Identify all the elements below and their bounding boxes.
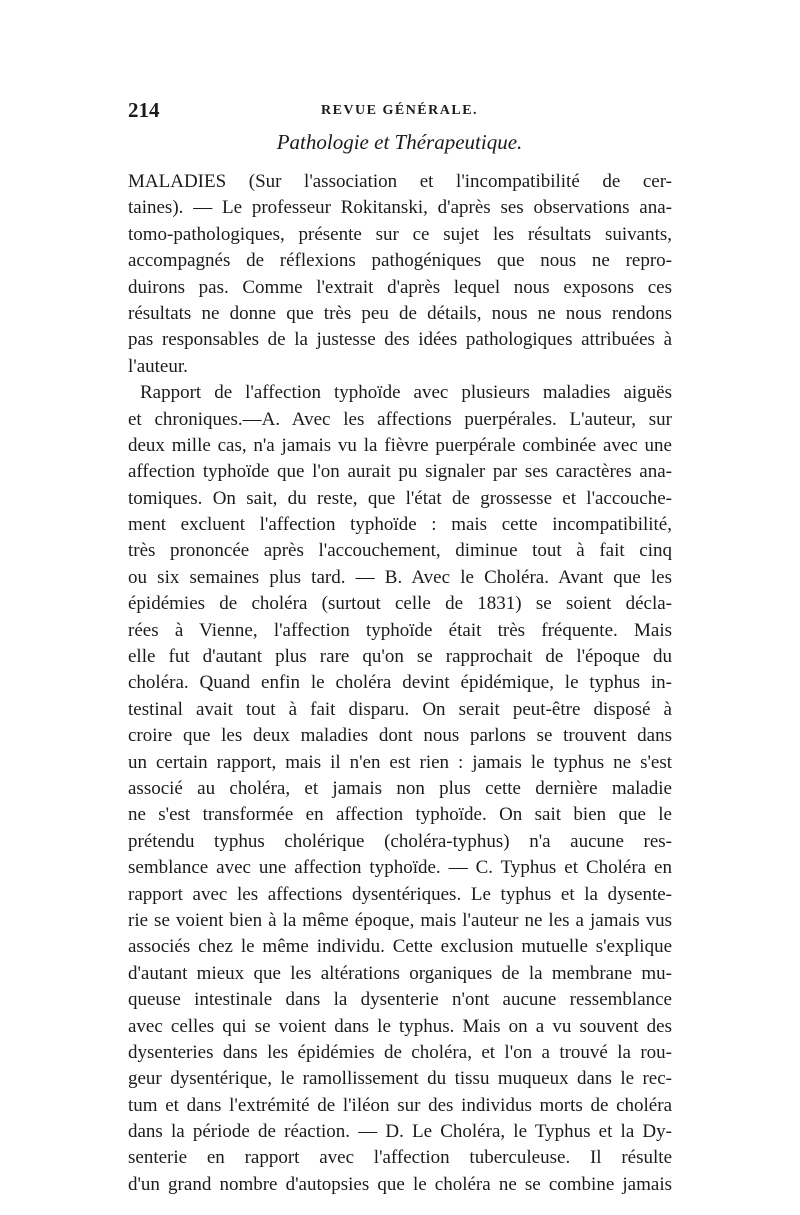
text-line: elle fut d'autant plus rare qu'on se rapprochait de l'époque du bbox=[128, 646, 672, 668]
text-line: tum et dans l'extrémité de l'iléon sur des individus morts de choléra bbox=[128, 1094, 672, 1116]
text-line: tomiques. On sait, du reste, que l'état de grossesse et l'accouche- bbox=[128, 487, 672, 509]
text-line: geur dysentérique, le ramollissement du tissu muqueux dans le rec- bbox=[128, 1068, 672, 1090]
text-line: associés chez le même individu. Cette exclusion mutuelle s'explique bbox=[128, 936, 672, 958]
text-line: d'un grand nombre d'autopsies que le choléra ne se combine jamais bbox=[128, 1173, 672, 1195]
text-line: testinal avait tout à fait disparu. On serait peut-être disposé à bbox=[128, 698, 672, 720]
text-line: choléra. Quand enfin le choléra devint épidémique, le typhus in- bbox=[128, 672, 672, 694]
text-line: taines). — Le professeur Rokitanski, d'après ses observations ana- bbox=[128, 197, 672, 219]
text-line: senterie en rapport avec l'affection tuberculeuse. Il résulte bbox=[128, 1147, 672, 1169]
text-line: dans la période de réaction. — D. Le Choléra, le Typhus et la Dy- bbox=[128, 1121, 672, 1143]
text-line: duirons pas. Comme l'extrait d'après lequel nous exposons ces bbox=[128, 276, 672, 298]
text-line: accompagnés de réflexions pathogéniques que nous ne repro- bbox=[128, 250, 672, 272]
text-line: épidémies de choléra (surtout celle de 1831) se soient décla- bbox=[128, 593, 672, 615]
text-line: affection typhoïde que l'on aurait pu signaler par ses caractères ana- bbox=[128, 461, 672, 483]
text-line: l'auteur. bbox=[128, 355, 188, 377]
page-header bbox=[128, 98, 671, 128]
text-line: d'autant mieux que les altérations organiques de la membrane mu- bbox=[128, 962, 672, 984]
text-line: semblance avec une affection typhoïde. — C. Typhus et Choléra en bbox=[128, 857, 672, 879]
text-line: très prononcée après l'accouchement, diminue tout à fait cinq bbox=[128, 540, 672, 562]
text-line: associé au choléra, et jamais non plus cette dernière maladie bbox=[128, 777, 672, 799]
text-line: croire que les deux maladies dont nous parlons se trouvent dans bbox=[128, 725, 672, 747]
text-line: tomo-pathologiques, présente sur ce sujet les résultats suivants, bbox=[128, 223, 672, 245]
text-line: MALADIES (Sur l'association et l'incompatibilité de cer- bbox=[128, 171, 672, 192]
page-number: 214 bbox=[128, 98, 160, 122]
section-title: Pathologie et Thérapeutique. bbox=[276, 130, 523, 154]
text-line: ou six semaines plus tard. — B. Avec le Choléra. Avant que les bbox=[128, 566, 672, 588]
text-line: rapport avec les affections dysentériques. Le typhus et la dysente- bbox=[128, 883, 672, 905]
text-line: ne s'est transformée en affection typhoïde. On sait bien que le bbox=[128, 804, 672, 826]
text-line: dysenteries dans les épidémies de choléra, et l'on a trouvé la rou- bbox=[128, 1041, 672, 1063]
text-line: deux mille cas, n'a jamais vu la fièvre puerpérale combinée avec une bbox=[128, 434, 672, 456]
text-line: et chroniques.—A. Avec les affections puerpérales. L'auteur, sur bbox=[128, 408, 672, 430]
text-line: résultats ne donne que très peu de détails, nous ne nous rendons bbox=[128, 302, 672, 324]
text-line: avec celles qui se voient dans le typhus. Mais on a vu souvent des bbox=[128, 1015, 672, 1037]
text-line: un certain rapport, mais il n'en est rien : jamais le typhus ne s'est bbox=[128, 751, 672, 773]
text-line: queuse intestinale dans la dysenterie n'ont aucune ressemblance bbox=[128, 989, 672, 1011]
running-head: REVUE GÉNÉRALE. bbox=[320, 103, 479, 118]
text-line: ment excluent l'affection typhoïde : mais cette incompatibilité, bbox=[128, 514, 672, 536]
text-line: pas responsables de la justesse des idées pathologiques attribuées à bbox=[128, 329, 672, 351]
text-line: rie se voient bien à la même époque, mais l'auteur ne les a jamais vus bbox=[128, 909, 672, 931]
text-line: rées à Vienne, l'affection typhoïde était très fréquente. Mais bbox=[128, 619, 672, 641]
text-line: Rapport de l'affection typhoïde avec plusieurs maladies aiguës bbox=[140, 382, 672, 404]
text-line: prétendu typhus cholérique (choléra-typhus) n'a aucune res- bbox=[128, 830, 672, 852]
body-text bbox=[128, 169, 672, 1198]
